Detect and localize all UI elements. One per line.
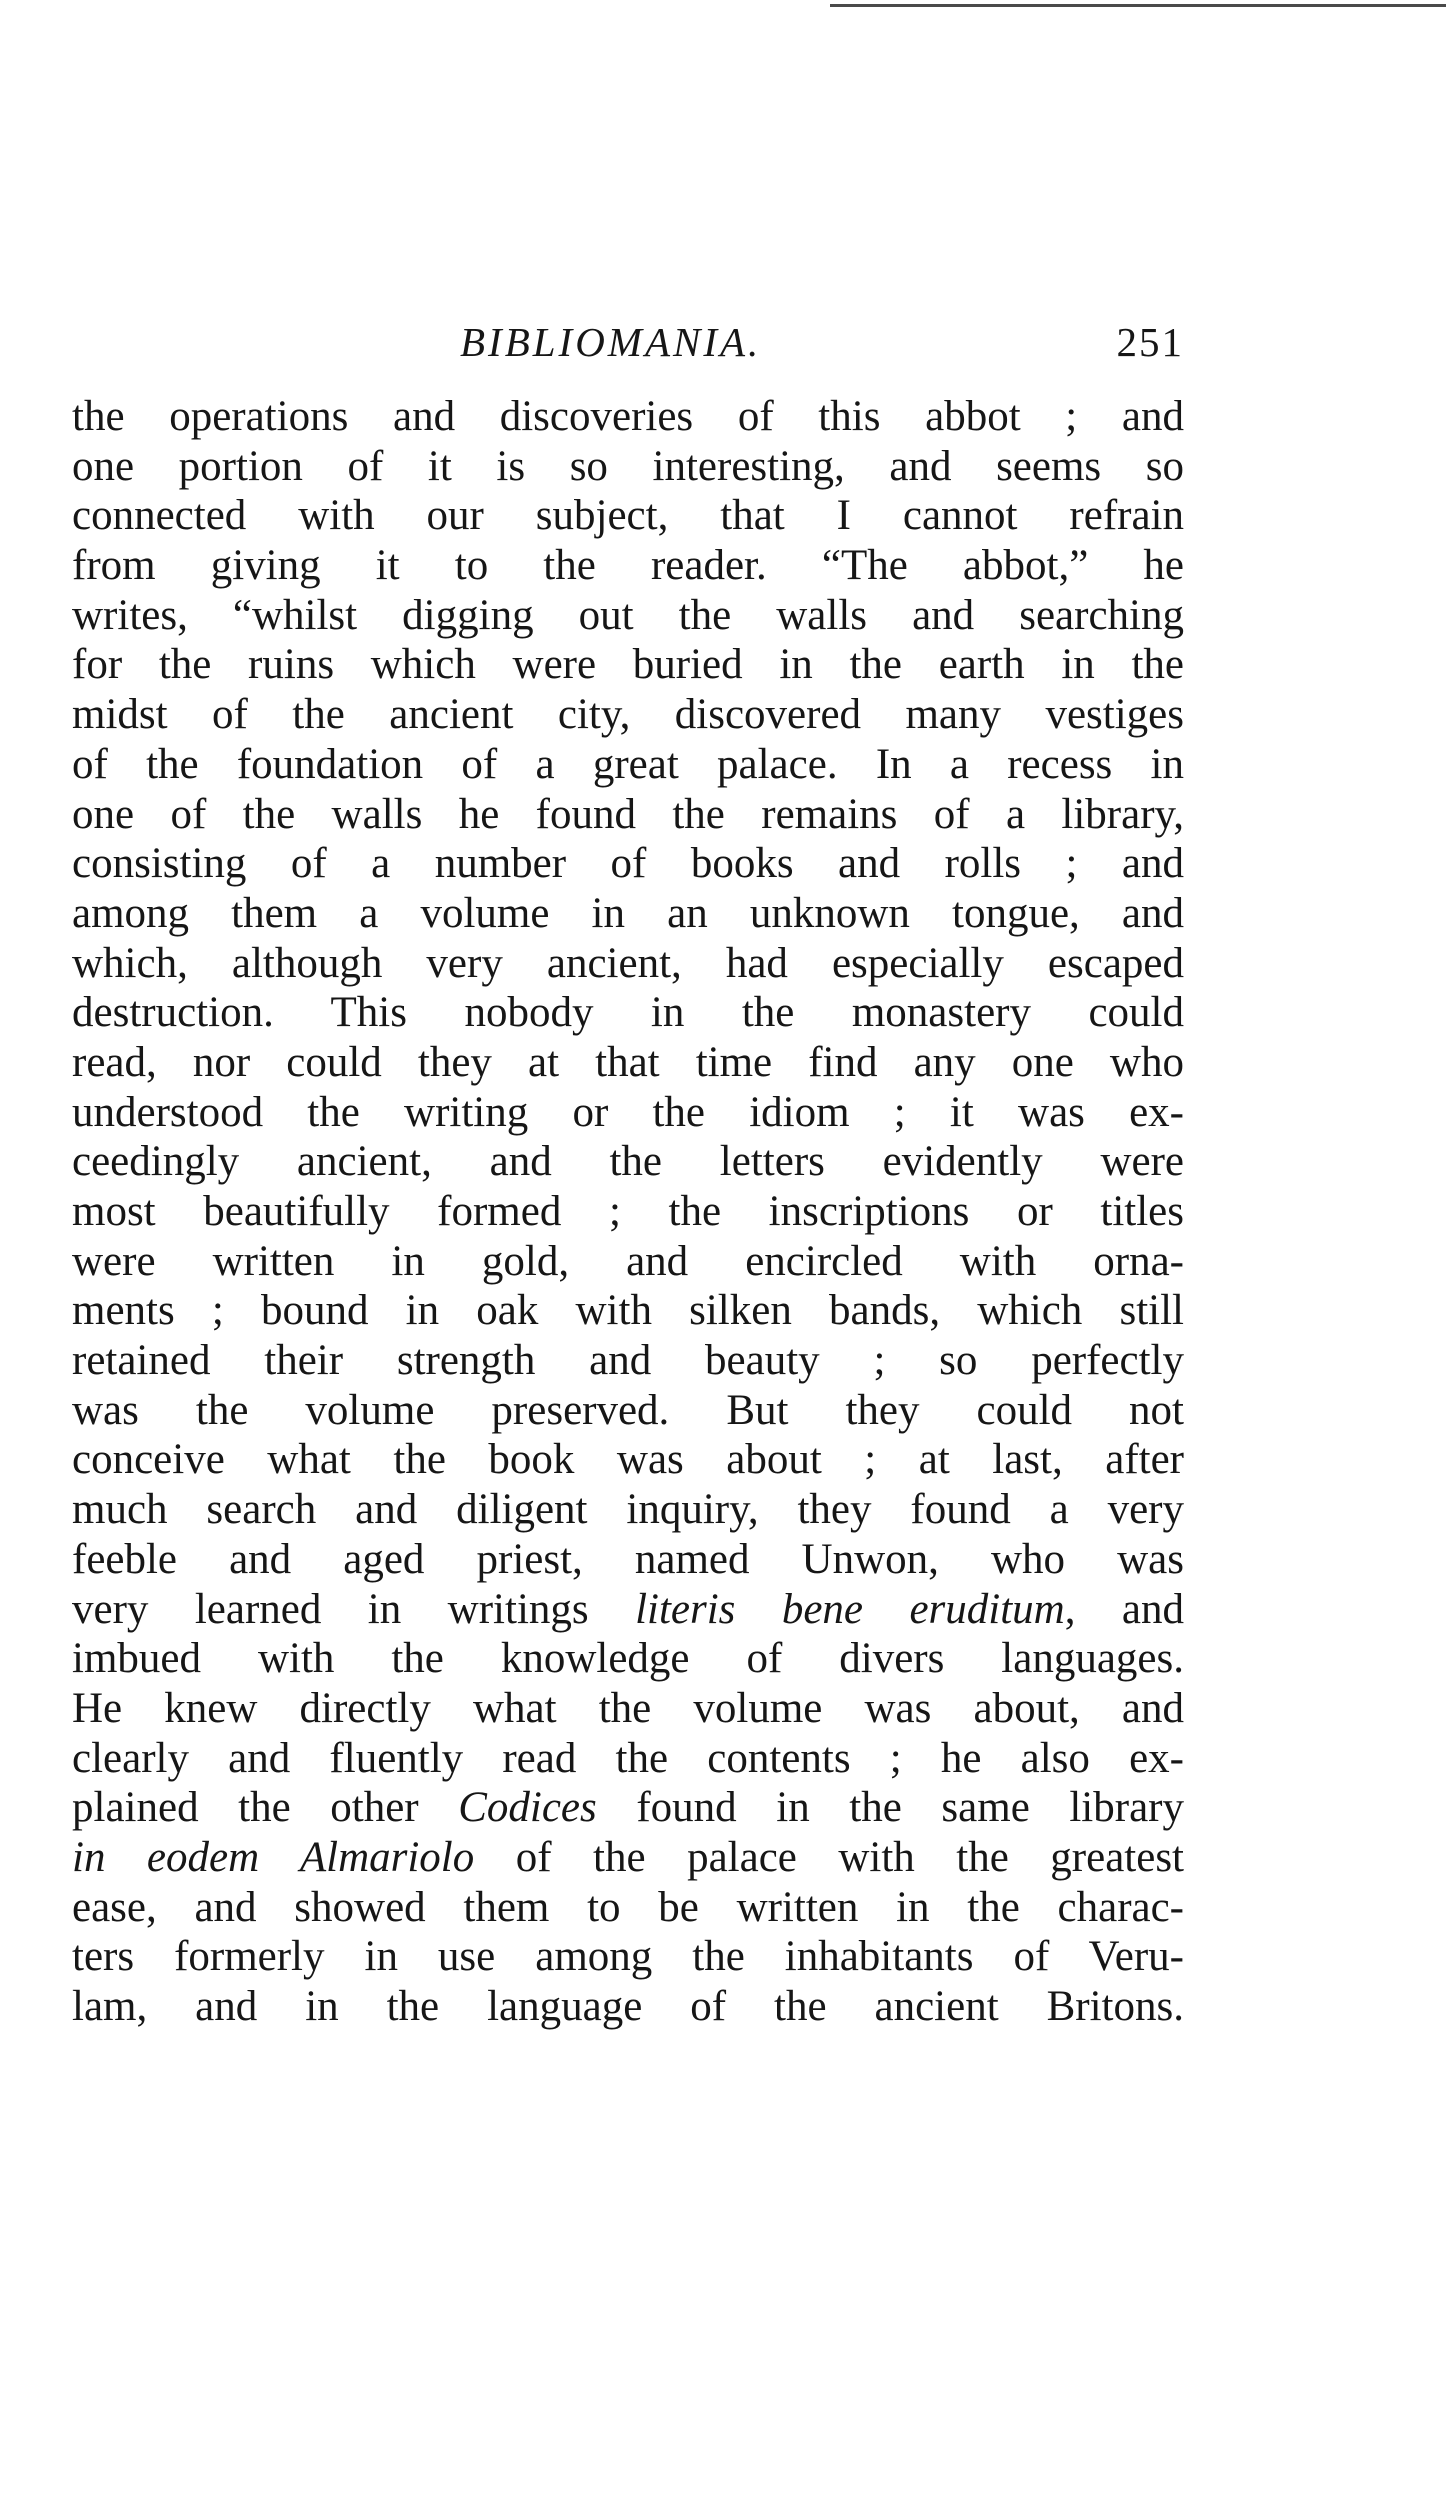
text-line: clearly and fluently read the contents ; he also ex-: [72, 1734, 1184, 1782]
text-line: from giving it to the reader. “The abbot,” he: [72, 542, 1184, 590]
text-line: of the foundation of a great palace. In a recess in: [72, 740, 1184, 788]
page-number: 251: [1116, 319, 1184, 365]
text-line: feeble and aged priest, named Unwon, who was: [72, 1535, 1184, 1583]
latin-phrase: literis bene eruditum: [635, 1585, 1065, 1633]
text-line: midst of the ancient city, discovered many vestiges: [72, 691, 1184, 739]
text-line: among them a volume in an unknown tongue, and: [72, 889, 1184, 937]
line-text: , and: [1064, 1585, 1184, 1633]
text-line: retained their strength and beauty ; so perfectly: [72, 1337, 1184, 1385]
text-line: ments ; bound in oak with silken bands, which still: [72, 1287, 1184, 1335]
latin-phrase: in eodem Almariolo: [72, 1833, 475, 1881]
text-line: which, although very ancient, had especially escaped: [72, 939, 1184, 987]
text-line: much search and diligent inquiry, they found a very: [72, 1486, 1184, 1534]
text-line: one of the walls he found the remains of a library,: [72, 790, 1184, 838]
text-line: connected with our subject, that I cannot refrain: [72, 492, 1184, 540]
body-text: [72, 392, 1184, 2032]
text-line: [72, 1833, 1184, 1883]
text-line: most beautifully formed ; the inscriptions or titles: [72, 1188, 1184, 1235]
text-line: for the ruins which were buried in the earth in the: [72, 641, 1184, 689]
text-line: conceive what the book was about ; at last, after: [72, 1436, 1184, 1484]
text-line: consisting of a number of books and rolls ; and: [72, 840, 1184, 888]
text-line: understood the writing or the idiom ; it was ex-: [72, 1088, 1184, 1136]
line-text: found in the same library: [596, 1784, 1184, 1832]
latin-word: Codices: [458, 1784, 597, 1832]
top-edge-rule: [830, 4, 1446, 7]
text-line: read, nor could they at that time find any one who: [72, 1038, 1184, 1086]
text-line: ease, and showed them to be written in the charac-: [72, 1883, 1184, 1931]
text-line: [72, 1783, 1184, 1833]
text-line: lam, and in the language of the ancient Britons.: [72, 1983, 1184, 2030]
text-line: ceedingly ancient, and the letters evidently were: [72, 1138, 1184, 1186]
line-text: very learned in writings: [72, 1585, 636, 1633]
page-header: [72, 312, 1184, 372]
text-line: imbued with the knowledge of divers languages.: [72, 1635, 1184, 1683]
text-line: ters formerly in use among the inhabitants of Veru-: [72, 1933, 1184, 1981]
text-line: writes, “whilst digging out the walls and searching: [72, 591, 1184, 639]
text-line: one portion of it is so interesting, and seems so: [72, 442, 1184, 490]
text-line: were written in gold, and encircled with orna-: [72, 1237, 1184, 1285]
text-line: [72, 1585, 1184, 1635]
line-text: of the palace with the greatest: [474, 1833, 1184, 1881]
text-line: the operations and discoveries of this abbot ; and: [72, 393, 1184, 440]
text-line: destruction. This nobody in the monastery could: [72, 989, 1184, 1037]
text-line: He knew directly what the volume was about, and: [72, 1684, 1184, 1732]
line-text: plained the other: [72, 1784, 459, 1832]
text-line: was the volume preserved. But they could not: [72, 1386, 1184, 1434]
running-title: BIBLIOMANIA.: [460, 319, 762, 365]
